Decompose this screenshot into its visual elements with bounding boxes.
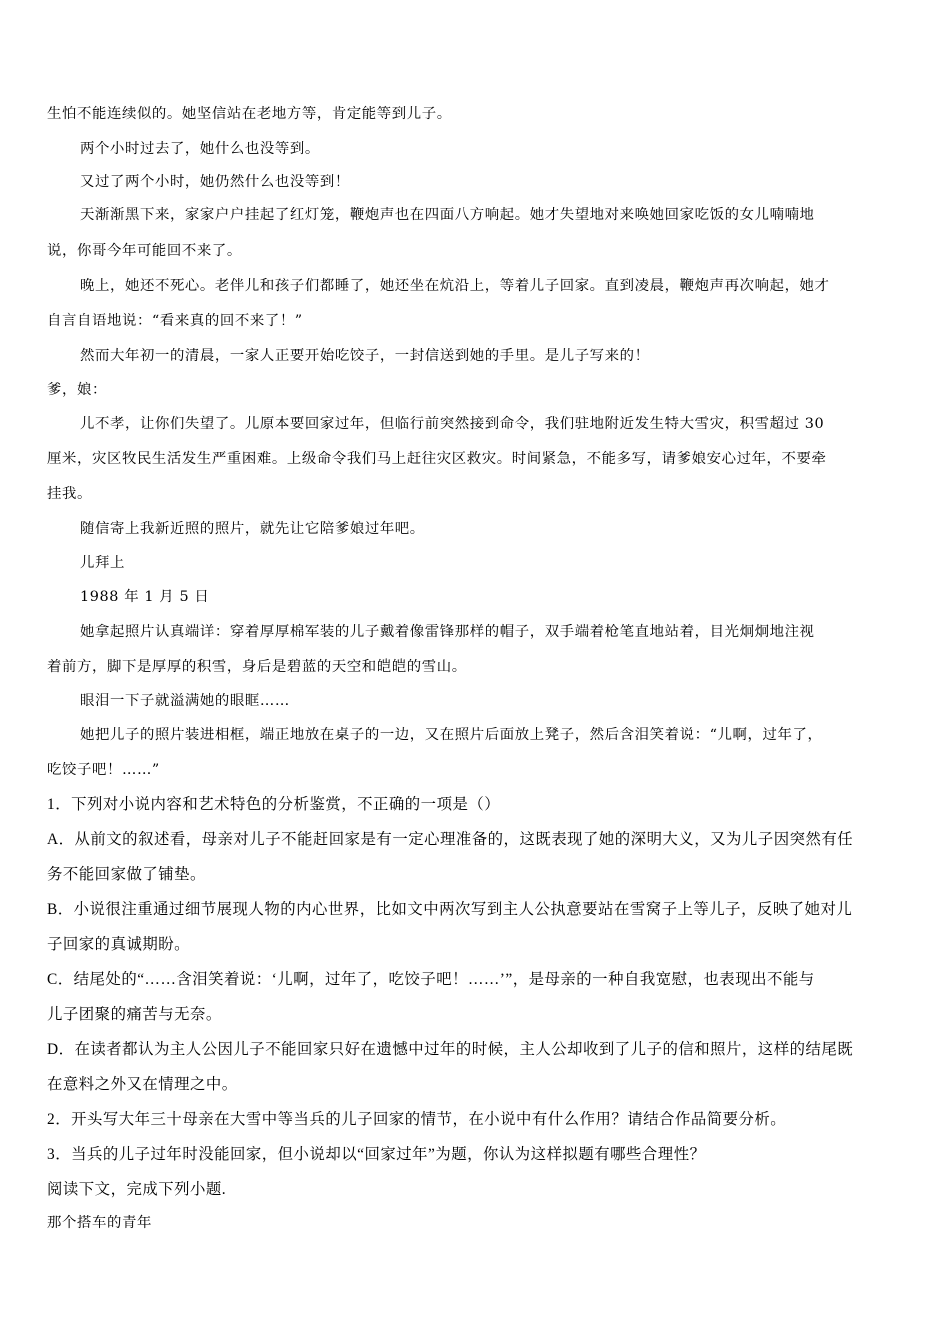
option-b-cont: 子回家的真诚期盼。 [47, 936, 191, 953]
option-b: B．小说很注重通过细节展现人物的内心世界，比如文中两次写到主人公执意要站在雪窝子上等儿子，反映了她对儿 [47, 901, 853, 918]
story-line: 她拿起照片认真端详：穿着厚厚棉军装的儿子戴着像雷锋那样的帽子，双手端着枪笔直地站着，目光炯炯地注视 [80, 624, 815, 640]
story-line: 两个小时过去了，她什么也没等到。 [80, 141, 320, 157]
option-c: C．结尾处的“……含泪笑着说：‘儿啊，过年了，吃饺子吧！……’”，是母亲的一种自我宽慰，也表现出不能与 [47, 971, 815, 988]
question-2: 2．开头写大年三十母亲在大雪中等当兵的儿子回家的情节，在小说中有什么作用？请结合作品简要分析。 [47, 1111, 787, 1128]
reading-instruction: 阅读下文，完成下列小题. [47, 1181, 227, 1198]
story-line: 自言自语地说：“看来真的回不来了！” [47, 313, 303, 329]
story-line: 晚上，她还不死心。老伴儿和孩子们都睡了，她还坐在炕沿上，等着儿子回家。直到凌晨，鞭炮声再次响起，她才 [80, 278, 830, 294]
letter-salutation: 爹，娘： [47, 382, 107, 398]
story-line: 着前方，脚下是厚厚的积雪，身后是碧蓝的天空和皑皑的雪山。 [47, 659, 467, 675]
story-line: 吃饺子吧！……” [47, 762, 160, 778]
question-3: 3．当兵的儿子过年时没能回家，但小说却以“回家过年”为题，你认为这样拟题有哪些合理性？ [47, 1146, 706, 1163]
story-line: 说，你哥今年可能回不来了。 [47, 243, 242, 259]
story-line: 然而大年初一的清晨，一家人正要开始吃饺子，一封信送到她的手里。是儿子写来的！ [80, 348, 650, 364]
next-story-title: 那个搭车的青年 [47, 1215, 152, 1231]
option-c-cont: 儿子团聚的痛苦与无奈。 [47, 1006, 222, 1023]
letter-line: 厘米，灾区牧民生活发生严重困难。上级命令我们马上赶往灾区救灾。时间紧急，不能多写，请爹娘安心过年，不要牵 [47, 451, 827, 467]
option-d: D．在读者都认为主人公因儿子不能回家只好在遗憾中过年的时候，主人公却收到了儿子的信和照片，这样的结尾既 [47, 1041, 854, 1058]
letter-line: 挂我。 [47, 486, 92, 502]
story-line: 生怕不能连续似的。她坚信站在老地方等，肯定能等到儿子。 [47, 106, 452, 122]
story-line: 她把儿子的照片装进相框，端正地放在桌子的一边，又在照片后面放上凳子，然后含泪笑着说：“儿啊，过年了， [80, 727, 823, 743]
letter-line: 随信寄上我新近照的照片，就先让它陪爹娘过年吧。 [80, 521, 425, 537]
letter-line: 儿不孝，让你们失望了。儿原本要回家过年，但临行前突然接到命令，我们驻地附近发生特大雪灾，积雪超过 30 [80, 416, 825, 432]
story-line: 眼泪一下子就溢满她的眼眶…… [80, 693, 290, 709]
story-line: 天渐渐黑下来，家家户户挂起了红灯笼，鞭炮声也在四面八方响起。她才失望地对来唤她回家吃饭的女儿喃喃地 [80, 207, 815, 223]
question-1: 1．下列对小说内容和艺术特色的分析鉴赏，不正确的一项是（） [47, 796, 501, 813]
option-d-cont: 在意料之外又在情理之中。 [47, 1076, 238, 1093]
story-line: 又过了两个小时，她仍然什么也没等到！ [80, 174, 350, 190]
option-a: A．从前文的叙述看，母亲对儿子不能赶回家是有一定心理准备的，这既表现了她的深明大义，又为儿子因突然有任 [47, 831, 854, 848]
option-a-cont: 务不能回家做了铺垫。 [47, 866, 206, 883]
letter-date: 1988 年 1 月 5 日 [80, 589, 210, 605]
letter-signature: 儿拜上 [80, 555, 125, 571]
